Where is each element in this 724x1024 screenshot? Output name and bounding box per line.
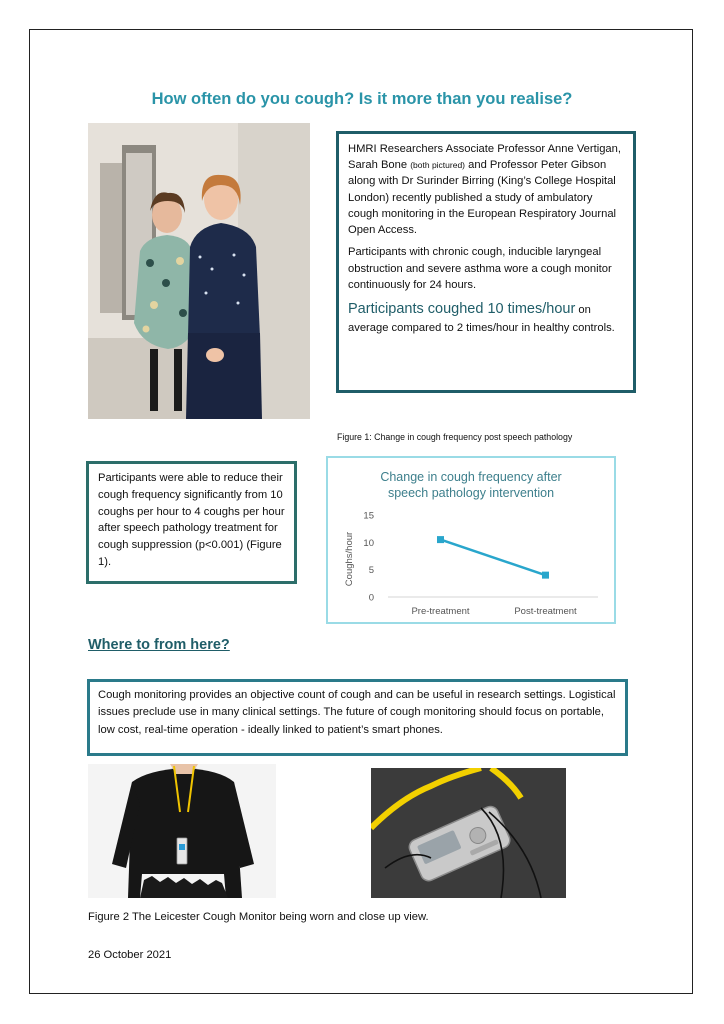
result-paragraph — [348, 299, 624, 336]
section-heading: Where to from here? — [88, 637, 230, 653]
figure2-caption: Figure 2 The Leicester Cough Monitor being worn and close up view. — [88, 911, 429, 923]
chart-series-line — [441, 540, 546, 576]
monitoring-box: Cough monitoring provides an objective count of cough and can be useful in research settings. Logistical issues preclude use in many clinical settings. The future of cough monitoring should focus on portable, low cost, real-time operation - ideally linked to patient’s smart phones. — [87, 679, 628, 756]
chart-svg — [328, 458, 614, 622]
chart-y-axis-label: Coughs/hour — [344, 531, 355, 587]
chart-y-tick-label: 10 — [363, 537, 374, 549]
chart-title-line1: Change in cough frequency after — [380, 470, 562, 484]
result-rest: on average compared to 2 times/hour in healthy controls. — [348, 304, 615, 335]
pictured-note: (both pictured) — [410, 160, 466, 171]
researchers-photo — [88, 123, 310, 419]
result-highlight: Participants coughed 10 times/hour — [348, 301, 576, 318]
participants-paragraph: Participants with chronic cough, inducible laryngeal obstruction and severe asthma wore a cough monitor continuously for 24 hours. — [348, 246, 612, 291]
study-paragraph — [348, 141, 624, 238]
cough-frequency-chart — [326, 456, 616, 624]
monitor-worn-photo — [88, 764, 276, 898]
chart-x-tick-label: Post-treatment — [514, 606, 577, 617]
chart-title-line2: speech pathology intervention — [387, 486, 555, 500]
chart-y-tick-label: 15 — [363, 510, 374, 522]
monitor-device-photo — [371, 768, 566, 898]
chart-y-tick-label: 5 — [368, 565, 374, 577]
study-text-part2: and Professor Peter Gibson along with Dr Surinder Birring (King’s College Hospital London) recently published a study of ambulatory cough monitoring in the European Respiratory Journal Open Access. — [348, 159, 617, 237]
study-text-part1: HMRI Researchers Associate Professor Anne Vertigan, Sarah Bone — [348, 143, 621, 172]
chart-x-tick-label: Pre-treatment — [411, 606, 470, 617]
study-info-box — [336, 131, 636, 393]
chart-data-point — [437, 536, 444, 543]
chart-y-tick-label: 0 — [368, 592, 374, 604]
page-title: How often do you cough? Is it more than you realise? — [151, 90, 573, 108]
publication-date: 26 October 2021 — [88, 949, 172, 961]
reduction-box: Participants were able to reduce their cough frequency significantly from 10 coughs per hour to 4 coughs per hour after speech pathology treatment for cough suppression (p<0.001) (Figure 1). — [86, 461, 297, 584]
chart-data-point — [542, 572, 549, 579]
figure1-caption: Figure 1: Change in cough frequency post speech pathology — [337, 432, 573, 442]
